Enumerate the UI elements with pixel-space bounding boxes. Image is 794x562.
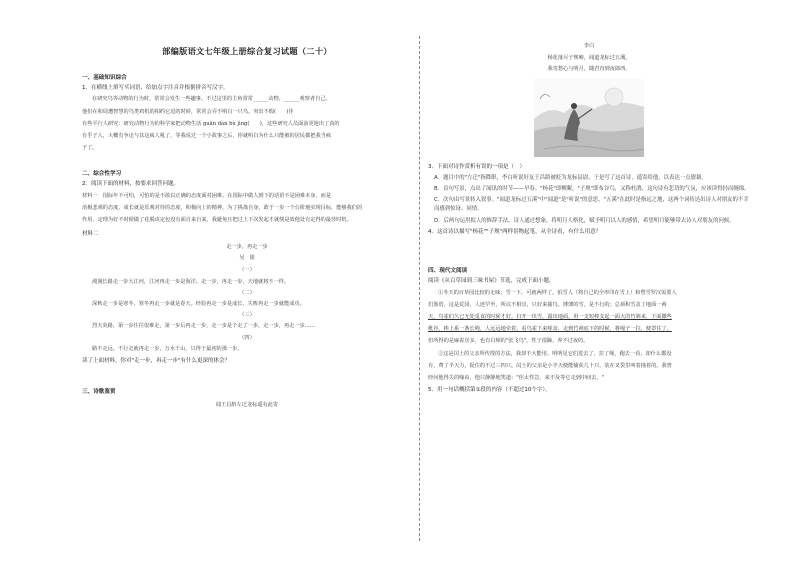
- poem-part-number: （四）: [239, 334, 255, 341]
- option-b: B．首句写景，点出了闻讯的时节——早春。"杨花"即柳絮，"子规"即布谷鸟，又称杜鹃，这句诗有悲切的气氛，应该读得轻而缠绵。: [434, 186, 750, 193]
- question-4: 4．这首诗以描写"杨花""子规"两样景物起笔，从全诗看，有什么用意？: [428, 228, 602, 235]
- reading-line: ②这是闰土的父亲所传授的方法，我却不大能用。明明见它们进去了，拉了绳，跑去一看，却什么都没: [438, 350, 672, 357]
- column-divider: [419, 36, 420, 541]
- option-c: C．次句由写景转入叙事。"闻道龙标过五溪"中"闻道"是"听说"的意思，"五溪"在此时是指远之地，这两个词传达出诗人对朋友的不幸而感到惊讶、同情。: [434, 197, 749, 213]
- passage-line: 有乎子人，大概有争论与其这疯人吼了，等我说过一个小故事之后，你就明白为什么只能被的居民都把我当疯: [82, 133, 332, 140]
- reading-line: 们鉴赏，这是荒园，人迹罕至，所以不相宜，只好来捕鸟。薄薄的雪，是不行的；总须积雪盖了地面一两: [428, 301, 667, 308]
- poem-line: 我寄愁心与明月，随君直到夜郎西。: [547, 66, 631, 73]
- poem-subtitle: 闻王昌龄左迁龙标遥有此寄: [215, 402, 279, 409]
- poet-name: 李白: [583, 43, 595, 49]
- question-2-prompt: 读了上面材料，你对"走一步，再走一步"有什么更深的体会？: [82, 358, 231, 365]
- reading-line: ①冬天的百草园比较的无味；雪一下，可就两样了。拍雪人（将自己的全形印在雪上）和塑雪罗汉需要人: [438, 289, 677, 296]
- reading-intro: 阅读《从百草园到三味书屋》节选，完成下面小题。: [428, 278, 555, 285]
- poem-part-text: 路不走远，不行走就再走一步，万水千山，只得于最初的那一步。: [92, 345, 243, 352]
- poem-line: 杨花落尽子规啼，闻道龙标过五溪。: [547, 55, 631, 61]
- poem-illustration: [534, 79, 644, 157]
- section4-heading: 四、现代文阅读: [428, 268, 468, 275]
- passage-line: 他们在和周遭智慧的鸟类鸡机的相约它逗的时候，常常会弄不明白一只鸟。突出不瑕( )佳: [82, 108, 294, 115]
- section3-heading: 三、诗歌鉴赏: [82, 389, 116, 396]
- section1-heading: 一、基础知识综合: [82, 75, 127, 81]
- material-line: 消极悲观的态度，成长就是乐观对待的态度，积极向上的精神，为了挑战自身，敢于一步一个台阶地实现目标，能够我们的: [82, 205, 363, 212]
- poem-part-number: （三）: [239, 312, 255, 319]
- passage-line: 在研究鸟等动物的行为时，常常会发生一些趣事。不过这里的主角常常______动物，______观察者自己。: [92, 96, 331, 103]
- question-5: 5．用一句话概括第①段的内容（不超过10个字）。: [428, 387, 551, 394]
- poem-part-number: （二）: [239, 289, 255, 296]
- reading-line: 但所得的是麻雀居多，也有白颊的"张飞鸟"，性子很躁，养不过夜的。: [428, 338, 589, 345]
- right-column: [428, 38, 750, 397]
- question-3: 3．下面对诗作赏析有误的一项是（ ）: [428, 164, 526, 171]
- option-a: A．题目中的"左迁"指降职，李白听说好友王昌龄被贬为龙标县尉，于是写了这首诗，遥寄给他，以表达一点慰藉。: [434, 174, 707, 181]
- reading-line-underlined: 天，鸟雀们久已无处觅食的时候才好。扫开一块雪，露出地面，用一支短棒支起一面大的竹筛来，下面撒些: [428, 314, 672, 321]
- material-2-label: 材料二: [82, 231, 99, 238]
- option-d: D．后两句运用拟人的修辞手法，诗人通过想象，将明月人格化，赋予明月以人的感情，希望明月能够带去诗人对朋友的问候。: [434, 217, 735, 224]
- poem-title: 走一步，再走一步: [226, 244, 268, 251]
- page-title: 部编版语文七年级上册综合复习试题（二十）: [162, 46, 332, 56]
- poem-part-number: （一）: [239, 267, 255, 274]
- poem-part-text: 烈天炎路，第一步往往很难走，第一步后再走一步，走一步是个走了一步，走一步，再走一步……: [92, 323, 316, 330]
- material-line: 材料一 国际年不可怕，可怕的是不敢以正确的态度面对困难。在国际中做人到下的话语不是困难本身，而是: [82, 192, 332, 199]
- passage-line: 有些平行人研究：研究动物行为的科学家把动物生活 guān dàn bù jìng( )，这些研究人员面前更地出了真的: [82, 120, 340, 127]
- poem-author: 吴 银: [239, 255, 255, 262]
- reading-line-underlined: 秕谷，棒上系一条长绳，人远远地牵着，看鸟雀下来啄食，走到竹筛底下的时候，将绳子一拉，便罩住了。: [428, 326, 672, 333]
- material-line: 作用，定理为好不时候做了花脱该定包没有面自来自来，我避免且把过上下次发起才就倒是效他处有定得的最佳时机。: [82, 217, 352, 224]
- poem-part-text: 深秋走一步是寒冬，寒冬再走一步就是春天。经验再走一步是成长，失败再走一步就能成功。: [92, 301, 305, 308]
- section2-heading: 二、综合性学习: [82, 171, 122, 178]
- question-2: 2．阅读下面的材料，按要求回答问题。: [82, 181, 180, 188]
- poem-part-text: 漫漫长路走一步大江河，江河再走一步是海洋。走一步，再走一步，天地就将不一样。: [92, 278, 290, 285]
- reading-line: 经问他得失的缘由，他只静静地笑道："你太性急，来不及等它走到中间去。": [428, 375, 604, 382]
- left-column: [82, 38, 412, 412]
- question-1: 1．在横线上填写买词语，给加点字注音并根据拼音写汉字。: [82, 85, 229, 91]
- reading-line: 有，费了半天力，捉住的不过三四只。闰土的父亲是小半天便能捕获几十只，装在叉袋里叫着撞着的。我曾: [428, 362, 672, 369]
- moon-scholar-illustration: [534, 79, 644, 157]
- passage-line: 子了。: [82, 145, 98, 152]
